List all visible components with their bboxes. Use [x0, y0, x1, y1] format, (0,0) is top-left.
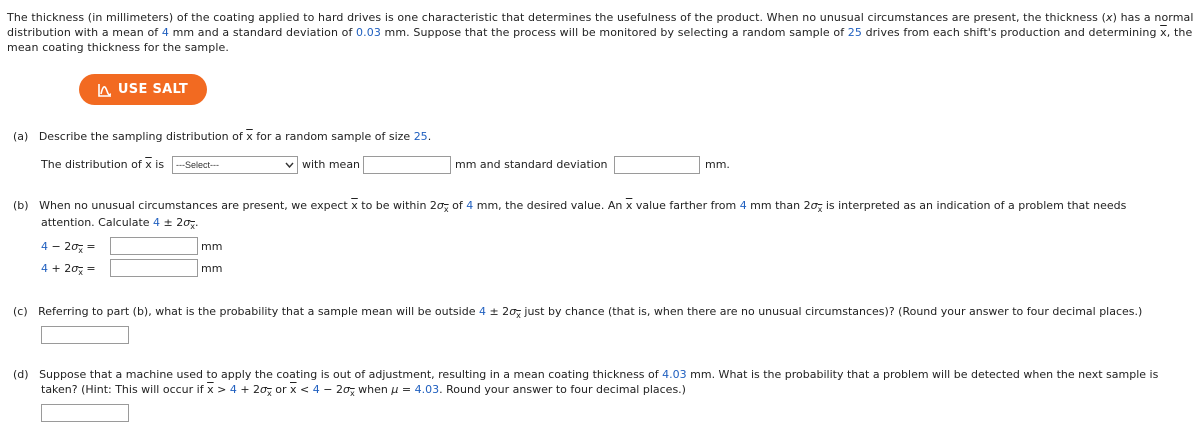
part-b-text: mm, the desired value. An [473, 199, 626, 212]
part-a-question [13, 129, 431, 144]
part-b-text: is interpreted as an indication of a problem that needs [822, 199, 1127, 212]
distribution-select[interactable] [172, 156, 298, 174]
target-value: 4 [312, 383, 320, 396]
part-b-text: ± 2 [160, 216, 184, 229]
part-d-text: taken? (Hint: This will occur if [41, 383, 208, 396]
mm-unit: mm. [705, 158, 730, 171]
sd-label: mm and standard deviation [455, 158, 608, 171]
part-b-text: of [448, 199, 467, 212]
part-c-text: just by chance (that is, when there are no unusual circumstances)? (Round your answer to four decimal places.) [520, 305, 1143, 318]
part-d-text: = [398, 383, 415, 396]
shifted-mean: 4.03 [662, 368, 687, 381]
sigma-subscript: x [78, 268, 83, 277]
part-c-question [13, 304, 1193, 323]
sigma-symbol: σ [509, 305, 517, 318]
sigma-symbol: σ [71, 240, 79, 253]
part-d-text: mm. What is the probability that a problem will be detected when the next sample is [686, 368, 1159, 381]
intro-sd: 0.03 [356, 26, 381, 39]
sigma-subscript: x [190, 222, 195, 231]
sigma-subscript: x [817, 205, 823, 214]
part-d-text: − 2 [319, 383, 343, 396]
intro-text: , the mean coating thickness for the sample. [7, 26, 1193, 54]
xbar-symbol: $\overline{x}$ [145, 158, 152, 171]
shifted-mean: 4.03 [414, 383, 440, 396]
equals-sign: = [82, 240, 96, 253]
sigma-symbol: σ [260, 383, 268, 396]
mean-input[interactable] [363, 156, 451, 174]
part-b-text: mm than 2 [746, 199, 811, 212]
part-a-text: for a random sample of size [252, 130, 414, 143]
part-d-label: (d) [13, 368, 29, 381]
lower-limit-input[interactable] [110, 237, 198, 255]
mm-unit: mm [201, 240, 223, 253]
lower-limit-label [41, 239, 96, 258]
mu-symbol: μ [391, 383, 399, 396]
part-c-label: (c) [13, 305, 28, 318]
intro-text: mm. Suppose that the process will be monitored by selecting a random sample of [380, 26, 848, 39]
distribution-label [41, 157, 164, 172]
target-value: 4 [739, 199, 747, 212]
sample-size: 25 [413, 130, 428, 143]
xbar-symbol: $\overline{x}$ [625, 199, 633, 212]
target-value: 4 [41, 240, 48, 253]
select-value: ---Select--- [176, 160, 219, 170]
salt-chart-icon [98, 83, 112, 97]
part-a-label: (a) [13, 130, 29, 143]
part-d-answer-input[interactable] [41, 404, 129, 422]
problem-intro [7, 10, 1197, 55]
part-a-text: Describe the sampling distribution of [38, 130, 247, 143]
sigma-subscript: x [78, 246, 83, 255]
use-salt-button[interactable] [79, 74, 207, 105]
part-c-answer-input[interactable] [41, 326, 129, 344]
chevron-down-icon [285, 160, 294, 170]
part-d-question [13, 367, 1193, 382]
intro-text: drives from each shift's production and determining [862, 26, 1161, 39]
part-a-text: . [427, 130, 432, 143]
intro-text: ) has a normal distribution with a mean of [7, 11, 1194, 39]
intro-text: mm and a standard deviation of [168, 26, 357, 39]
part-b-text: to be within 2 [357, 199, 437, 212]
part-d-text: or [271, 383, 291, 396]
dist-text: The distribution of [41, 158, 146, 171]
mm-unit: mm [201, 262, 223, 275]
xbar-symbol: $\overline{x}$ [207, 383, 214, 396]
dist-text: is [151, 158, 165, 171]
operator-text: + 2 [48, 262, 72, 275]
use-salt-label: USE SALT [117, 82, 189, 97]
operator-text: − 2 [48, 240, 72, 253]
upper-limit-label [41, 261, 96, 280]
part-d-text: . Round your answer to four decimal places.) [439, 383, 686, 396]
sigma-subscript: x [516, 311, 521, 320]
target-value: 4 [153, 216, 161, 229]
intro-text: The thickness (in millimeters) of the coating applied to hard drives is one characteristic that determines the usefulness of the product. When no unusual circumstances are present, the thickness ( [7, 11, 1106, 24]
target-value: 4 [478, 305, 486, 318]
sd-input[interactable] [614, 156, 700, 174]
target-value: 4 [229, 383, 237, 396]
part-b-text: . [194, 216, 199, 229]
part-d-hint [41, 382, 686, 401]
part-d-text: Suppose that a machine used to apply the coating is out of adjustment, resulting in a mean coating thickness of [39, 368, 663, 381]
part-b-text: attention. Calculate [41, 216, 154, 229]
intro-x: x [1105, 11, 1113, 24]
part-b-calc-instruction [41, 215, 198, 234]
upper-limit-input[interactable] [110, 259, 198, 277]
sigma-symbol: σ [810, 199, 818, 212]
xbar-symbol: $\overline{x}$ [351, 199, 358, 212]
sigma-subscript: x [443, 205, 449, 214]
sigma-symbol: σ [436, 199, 444, 212]
with-mean-label: with mean [302, 158, 361, 171]
sigma-symbol: σ [71, 262, 79, 275]
sigma-symbol: σ [183, 216, 191, 229]
part-d-text: > [213, 383, 230, 396]
target-value: 4 [41, 262, 48, 275]
intro-n: 25 [847, 26, 862, 39]
part-d-text: < [296, 383, 313, 396]
target-value: 4 [466, 199, 474, 212]
part-b-text: value farther from [632, 199, 740, 212]
part-b-label: (b) [13, 199, 29, 212]
sigma-subscript: x [267, 389, 272, 398]
sigma-symbol: σ [342, 383, 350, 396]
part-c-text: Referring to part (b), what is the probability that a sample mean will be outside [38, 305, 479, 318]
part-d-text: when [354, 383, 392, 396]
part-b-text: When no unusual circumstances are present, we expect [39, 199, 352, 212]
part-d-text: + 2 [236, 383, 261, 396]
xbar-symbol: $\overline{x}$ [246, 130, 253, 143]
equals-sign: = [82, 262, 96, 275]
xbar-symbol: $\overline{x}$ [290, 383, 297, 396]
intro-xbar: $\overline{x}$ [1160, 26, 1167, 39]
part-c-text: ± 2 [485, 305, 510, 318]
sigma-subscript: x [349, 389, 355, 398]
intro-mean: 4 [161, 26, 169, 39]
